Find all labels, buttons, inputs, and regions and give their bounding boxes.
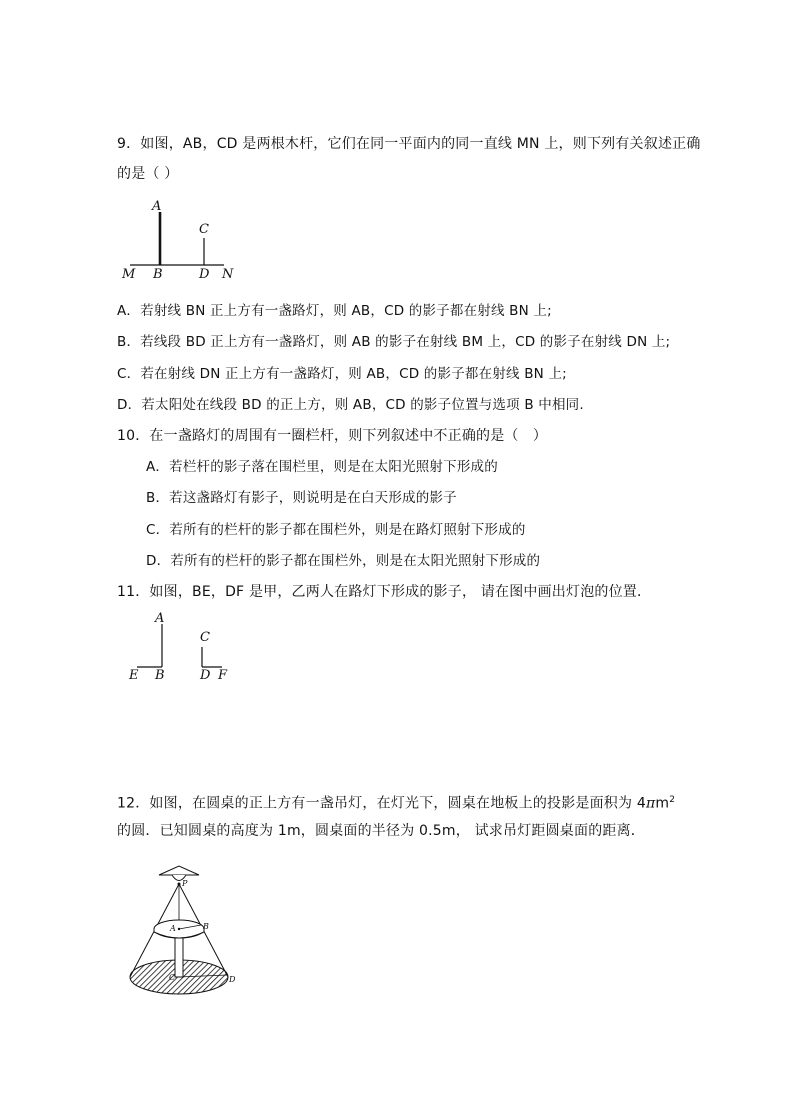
q12-table-edge <box>154 929 204 938</box>
q9-label-m: M <box>122 267 136 282</box>
q12-figure <box>126 864 246 1004</box>
q11-stem: 11．如图，BE，DF 是甲，乙两人在路灯下形成的影子， 请在图中画出灯泡的位置． <box>117 584 652 600</box>
q12-label-d: D <box>229 975 236 984</box>
q9-label-d: D <box>199 267 210 282</box>
q9-stem-line2: 的是（ ） <box>117 166 179 182</box>
q12-stem-line1-text: 12．如图，在圆桌的正上方有一盏吊灯，在灯光下，圆桌在地板上的投影是面积为 4 <box>117 795 646 812</box>
q9-stem-line1: 9．如图，AB，CD 是两根木杆，它们在同一平面内的同一直线 MN 上，则下列有关叙述正确 <box>117 136 701 152</box>
q12-stem-line2: 的圆．已知圆桌的高度为 1m，圆桌面的半径为 0.5m， 试求吊灯距圆桌面的距离． <box>117 823 645 839</box>
q11-label-f: F <box>218 668 228 683</box>
q12-unit-sup: 2 <box>669 795 676 805</box>
q10-option-a: A．若栏杆的影子落在围栏里，则是在太阳光照射下形成的 <box>146 459 498 475</box>
q9-label-c: C <box>199 222 209 237</box>
q11-figure <box>124 608 244 688</box>
q11-label-e: E <box>129 668 139 683</box>
q11-label-a: A <box>155 611 165 626</box>
q10-stem: 10．在一盏路灯的周围有一圈栏杆，则下列叙述中不正确的是（ ） <box>117 428 548 444</box>
q9-option-a: A．若射线 BN 正上方有一盏路灯，则 AB，CD 的影子都在射线 BN 上; <box>117 303 552 319</box>
q9-label-b: B <box>153 267 163 282</box>
q12-table-leg <box>175 935 183 977</box>
q12-label-c: C <box>169 973 176 982</box>
q9-option-c: C．若在射线 DN 正上方有一盏路灯，则 AB，CD 的影子都在射线 BN 上; <box>117 366 567 382</box>
q11-label-c: C <box>200 630 210 645</box>
q10-option-c: C．若所有的栏杆的影子都在围栏外，则是在路灯照射下形成的 <box>146 522 526 538</box>
q12-stem-line1 <box>117 790 675 814</box>
q12-label-a: A <box>170 924 176 933</box>
q10-option-b: B．若这盏路灯有影子，则说明是在白天形成的影子 <box>146 490 457 506</box>
q12-label-p: P <box>182 879 188 888</box>
q9-label-n: N <box>222 267 234 282</box>
q9-option-d: D．若太阳处在线段 BD 的正上方，则 AB，CD 的影子位置与选项 B 中相同. <box>117 397 584 413</box>
q9-label-a: A <box>152 199 162 214</box>
q9-figure <box>118 198 248 283</box>
q11-label-b: B <box>155 668 165 683</box>
q12-label-b: B <box>203 922 209 931</box>
q12-pi: π <box>645 795 656 812</box>
q12-lamp-shade <box>159 866 199 875</box>
q9-option-b: B．若线段 BD 正上方有一盏路灯，则 AB 的影子在射线 BM 上，CD 的影子在射线 DN 上; <box>117 334 671 350</box>
q10-option-d: D．若所有的栏杆的影子都在围栏外，则是在太阳光照射下形成的 <box>146 553 541 569</box>
q11-label-d: D <box>200 668 211 683</box>
q12-point-a <box>178 928 180 930</box>
q12-unit: m <box>655 795 670 812</box>
